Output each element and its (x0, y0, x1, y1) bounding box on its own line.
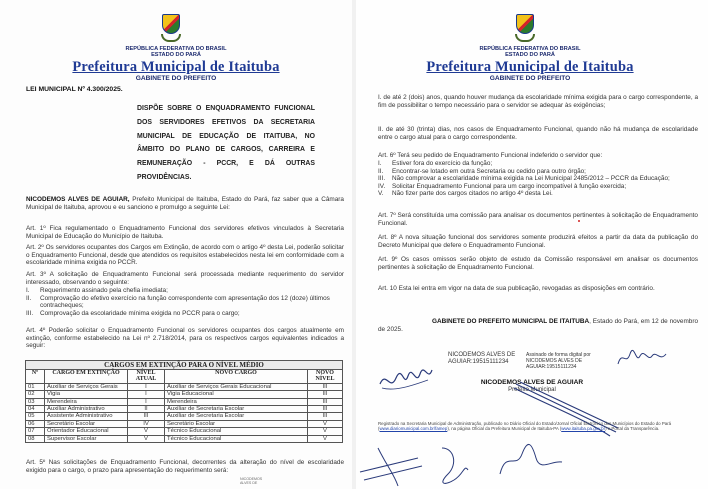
page-right (356, 0, 708, 489)
article-8: Art. 8º A nova situação funcional dos servidores somente produzirá efeitos a partir da data da publicação do Decreto Municipal que defere o Enquadramento Funcional. (378, 234, 698, 249)
letterhead (356, 46, 706, 83)
digital-signature-name: NICODEMOS ALVES DE AGUIAR:19515111234 (448, 352, 516, 365)
handwritten-signature-icon (496, 440, 566, 480)
article-2: Art. 2º Os servidores ocupantes dos Cargos em Extinção, de acordo com o artigo 4º desta Lei, poderão solicitar o Enquadramento Funcional, desde que atendidos os requisitos estabelecidos nesta lei em conformidade com a escolaridade mínima exigida no PCCR. (26, 244, 344, 267)
article-10: Art. 10 Esta lei entra em vigor na data de sua publicação, revogadas as disposições em contrário. (378, 285, 655, 292)
article-5-item-2: II. de até 30 (trinta) dias, nos casos de Enquadramento Funcional, quando não há mudança de escolaridade entre o cargo atual para o cargo correspondente. (378, 126, 699, 141)
table-header-row: Nº CARGO EM EXTINÇÃO NÍVEL ATUAL NOVO CARGO NOVO NÍVEL (26, 370, 343, 384)
state-label: ESTADO DO PARÁ (151, 52, 201, 59)
republic-label: REPÚBLICA FEDERATIVA DO BRASIL (479, 46, 581, 52)
digital-signature-note: Assinado de forma digital por NICODEMOS ALVES DE AGUIAR:19515111234 (526, 352, 591, 370)
prefeitura-link[interactable]: www.itaituba.pa.gov.br (561, 426, 606, 432)
ink-mark (578, 220, 580, 222)
republic-label: REPÚBLICA FEDERATIVA DO BRASIL (125, 46, 227, 52)
letterhead-title: Prefeitura Municipal de Itaituba (426, 58, 634, 75)
list-item: I. Estiver fora do exercício da função; (378, 160, 493, 167)
table-row: 08 Supervisor Escolar V Técnico Educacional V (26, 435, 343, 442)
article-5-item-1: I. de até 2 (dois) anos, quando houver mudança da escolaridade mínima exigida para o cargo correspondente, a fim de possibilitar o tempo necessário para o servidor se adequar às exigências; (378, 94, 698, 109)
positions-table (25, 360, 343, 443)
table-row: 07 Orientador Educacional V Técnico Educacional V (26, 428, 343, 435)
table-row: 05 Assistente Administrativo III Auxiliar de Secretaria Escolar III (26, 413, 343, 420)
office-label: GABINETE DO PREFEITO (135, 74, 217, 82)
article-1: Art. 1º Fica regulamentado o Enquadramento Funcional dos servidores efetivos vinculados à Secretaria Municipal de Educação do Município de Itaituba. (26, 225, 344, 240)
table-row: 01 Auxiliar de Serviços Gerais I Auxiliar de Serviços Gerais Educacional III (26, 383, 343, 390)
article-5: Art. 5º Nas solicitações de Enquadramento Funcional, decorrentes da alteração do nível de escolaridade exigido para o cargo, o prazo para apresentação do requerimento será: (26, 459, 344, 474)
preamble: NICODEMOS ALVES DE AGUIAR, Prefeito Municipal de Itaituba, Estado do Pará, faz saber que a Câmara Municipal de Itaituba, aprovou e eu sanciono e promulgo a seguinte Lei: (26, 196, 344, 211)
article-3: Art. 3º A solicitação de Enquadramento Funcional será processada mediante requerimento do servidor interessado, observando o seguinte: (26, 271, 344, 286)
list-item: III. Não comprovar a escolaridade mínima exigida na Lei Municipal 2485/2012 – PCCR da Educação; (378, 175, 670, 183)
page-left (0, 0, 352, 489)
office-label: GABINETE DO PREFEITO (489, 74, 571, 82)
handwritten-signature-icon (434, 444, 474, 488)
list-item: I. Requerimento assinado pela chefia imediata; (26, 287, 168, 294)
law-summary: DISPÕE SOBRE O ENQUADRAMENTO FUNCIONAL DOS SERVIDORES EFETIVOS DA SECRETARIA MUNICIPAL DE EDUCAÇÃO DE ITAITUBA, NO ÂMBITO DO PLANO DE CARGOS, CARREIRA E REMUNERAÇÃO - PCCR, E DÁ OUTRAS PROVIDÊNCIAS. (137, 105, 315, 181)
signer-role: Prefeito Municipal (508, 387, 556, 393)
law-number: LEI MUNICIPAL Nº 4.300/2025. (26, 86, 123, 93)
state-label: ESTADO DO PARÁ (505, 52, 555, 59)
closing-statement: GABINETE DO PREFEITO MUNICIPAL DE ITAITUBA, Estado do Pará, em 12 de novembro de 2025. (378, 318, 698, 333)
digital-stamp-fragment: NICODEMOS ALVES DE (240, 477, 263, 485)
list-item: II. Comprovação do efetivo exercício na função correspondente com apresentação dos 12 (doze) últimos contracheques; (26, 294, 330, 310)
diario-link[interactable]: www.diariomunicipal.com.br/famep (379, 426, 448, 432)
article-4: Art. 4º Poderão solicitar o Enquadramento Funcional os servidores ocupantes dos cargos atualmente em extinção, conforme estabelecido na Lei nº 2.718/2014, para os respectivos cargos equivalentes indicados a seguir: (26, 327, 344, 350)
article-3-items (26, 287, 344, 317)
coat-of-arms-icon (514, 14, 536, 44)
table-row: 02 Vigia I Vigia Educacional III (26, 391, 343, 398)
publication-note: Registrado na Secretaria Municipal de Administração, publicado no Diário Oficial do Estado/Jornal Oficial Eletrônico dos Municípios do Estado do Pará (www.diariomunicipal.com.br/famep), na página Oficial da Prefeitura Municipal de Itaituba-PA (www.itaituba.pa.gov.br) e Portal da Transparência. (378, 421, 672, 432)
article-6: Art. 6º Terá seu pedido de Enquadramento Funcional indeferido o servidor que: (378, 152, 603, 159)
handwritten-signature-icon (614, 346, 674, 370)
coat-of-arms-icon (160, 14, 182, 44)
list-item: II. Encontrar-se lotado em outra Secretaria ou cedido para outro órgão; (378, 167, 586, 175)
list-item: V. Não fizer parte dos cargos citados no artigo 4º desta Lei. (378, 190, 553, 198)
list-item: III. Comprovação da escolaridade mínima exigida no PCCR para o cargo; (26, 309, 240, 317)
letterhead (0, 46, 352, 83)
letterhead-title: Prefeitura Municipal de Itaituba (72, 58, 280, 75)
mayor-name: NICODEMOS ALVES DE AGUIAR, (26, 196, 130, 203)
table-row: 03 Merendeira I Merendeira III (26, 398, 343, 405)
signer-name: NICODEMOS ALVES DE AGUIAR (480, 379, 584, 386)
table-caption: CARGOS EM EXTINÇÃO PARA O NÍVEL MÉDIO (25, 360, 343, 369)
table-row: 04 Auxiliar Administrativo II Auxiliar de Secretaria Escolar III (26, 406, 343, 413)
handwritten-signature-icon (376, 362, 436, 396)
article-6-items (378, 160, 698, 198)
list-item: IV. Solicitar Enquadramento Funcional para um cargo incompatível à função exercida; (378, 182, 627, 190)
article-9: Art. 9º Os casos omissos serão objeto de estudo da Comissão responsável em analisar os documentos pertinentes à solicitação de Enquadramento Funcional. (378, 256, 698, 271)
table-row: 06 Secretário Escolar IV Secretário Escolar V (26, 420, 343, 427)
article-7: Art. 7º Será constituída uma comissão para analisar os documentos pertinentes à solicitação de Enquadramento Funcional. (378, 212, 698, 227)
